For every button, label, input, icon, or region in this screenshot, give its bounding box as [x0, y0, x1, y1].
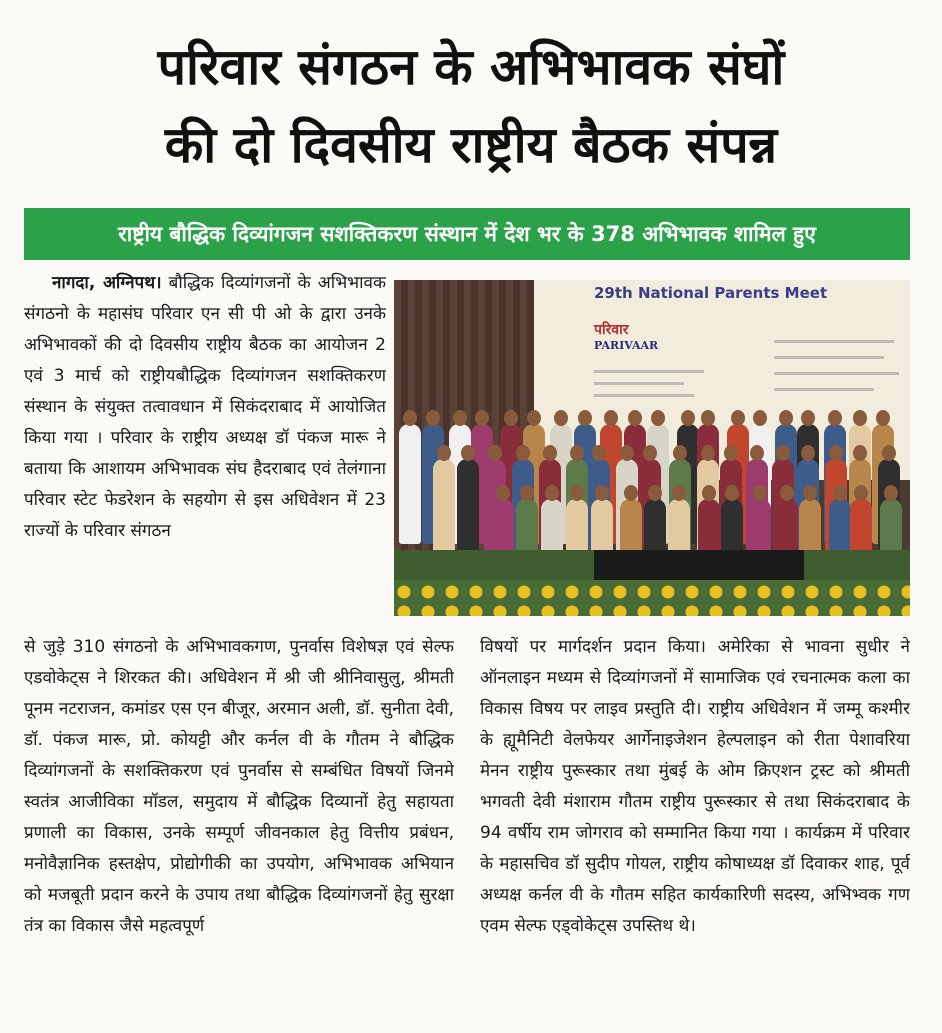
banner-logo: [594, 320, 658, 352]
person: [433, 459, 455, 564]
person-head: [651, 410, 665, 426]
person-head: [702, 485, 716, 501]
person-head: [780, 485, 794, 501]
person-head: [750, 445, 764, 461]
person-head: [725, 485, 739, 501]
person-head: [496, 485, 510, 501]
person-head: [403, 410, 417, 426]
person-head: [604, 410, 618, 426]
person-head: [673, 445, 687, 461]
article-text-bottom-right: विषयों पर मार्गदर्शन प्रदान किया। अमेरिका से भावना सुधीर ने ऑनलाइन मध्यम से दिव्यांगजनों में सामाजिक एवं रचनात्मक कला का विकास विषय पर लाइव प्रस्तुति दी। राष्ट्रीय अधिवेशन में जम्मू कश्मीर के ह्यूमैनिटी वेलफेयर आर्गेनाइजेशन हेल्पलाइन को रीता पेशावरिया मेनन राष्ट्रीय पुरूस्कार तथा मुंबई के ओम क्रिएशन ट्रस्ट को श्रीमती भगवती देवी मंशाराम गौतम राष्ट्रीय पुरूस्कार से तथा सिकंदराबाद के 94 वर्षीय राम जोगराव को सम्मानित किया गया । कार्यक्रम में परिवार के महासचिव डॉ सुदीप गोयल, राष्ट्रीय कोषाध्यक्ष डॉ दिवाकर शाह, पूर्व अध्यक्ष कर्नल वी के गौतम सहित कार्यकारिणी सदस्य, अभिभ्वक गण एवम सेल्फ एड्वोकेट्स उपस्तिथ थे।: [480, 637, 910, 936]
person-head: [701, 445, 715, 461]
person-head: [648, 485, 662, 501]
person: [457, 459, 479, 564]
person-head: [776, 445, 790, 461]
person-head: [731, 410, 745, 426]
article-column-bottom-right: [480, 632, 910, 1022]
person-head: [620, 445, 634, 461]
article-column-top: [24, 268, 386, 632]
banner-title: 29th National Parents Meet: [594, 284, 828, 302]
person-head: [724, 445, 738, 461]
person-head: [753, 410, 767, 426]
headline-line-1: परिवार संगठन के अभिभावक संघों: [157, 38, 785, 96]
person-head: [592, 445, 606, 461]
person-head: [516, 445, 530, 461]
article-text-bottom-left: से जुड़े 310 संगठनो के अभिभावकगण, पुनर्वास विशेषज्ञ एवं सेल्फ एडवोकेट्स ने शिरकत की। अधिवेशन में श्री जी श्रीनिवासुलु, श्रीमती पूनम नटराजन, कमांडर एस एन बीजूर, अरमान अली, डॉ. सुनीता देवी, डॉ. पंकज मारू, प्रो. कोयट्टी और कर्नल वी के गौतम ने बौद्धिक दिव्यांगजनों के सशक्तिकरण एवं पुनर्वास से सम्बंधित विषयों जिनमे स्वतंत्र आजीविका मॉडल, समुदाय में बौद्धिक दिव्यानों हेतु सहायता प्रणाली का विकास, उनके सम्पूर्ण जीवनकाल हेतु वित्तीय प्रबंधन, मनोवैज्ञानिक हस्तक्षेप, प्रोद्योगीकी का उपयोग, अभिभावक अभियान को मजबूती प्रदान करने के उपाय तथा बौद्धिक दिव्यांगजनों हेतु सुरक्षा तंत्र का विकास जैसे महत्वपूर्ण: [24, 637, 454, 936]
person-head: [453, 410, 467, 426]
banner-logo-hindi: परिवार: [594, 322, 629, 338]
article-column-bottom-left: [24, 632, 454, 1022]
person-head: [527, 410, 541, 426]
person-head: [828, 410, 842, 426]
person-head: [570, 485, 584, 501]
subheadline-bar: राष्ट्रीय बौद्धिक दिव्यांगजन सशक्तिकरण संस्थान में देश भर के 378 अभिभावक शामिल हुए: [24, 208, 910, 260]
person-head: [753, 485, 767, 501]
person-head: [803, 485, 817, 501]
person-head: [426, 410, 440, 426]
person-head: [779, 410, 793, 426]
person-head: [570, 445, 584, 461]
dateline: नागदा, अग्निपथ।: [52, 273, 162, 293]
person-head: [624, 485, 638, 501]
headline-line-2: की दो दिवसीय राष्ट्रीय बैठक संपन्न: [164, 116, 778, 174]
person-head: [801, 445, 815, 461]
person-head: [801, 410, 815, 426]
person-head: [701, 410, 715, 426]
article-text-top: बौद्धिक दिव्यांगजनों के अभिभावक संगठनो के महासंघ परिवार एन सी पी ओ के द्वारा उनके अभिभावकों की दो दिवसीय राष्ट्रीय बैठक का आयोजन 2 एवं 3 मार्च को राष्ट्रीयबौद्धिक दिव्यांगजन सशक्तिकरण संस्थान के संयुक्त तत्वावधान में सिकंदराबाद में आयोजित किया गया । परिवार के राष्ट्रीय अध्यक्ष डॉ पंकज मारू ने बताया कि आशायम अभिभावक संघ हैदराबाद एवं तेलंगाना परिवार स्टेट फेडरेशन के सहयोग से इस अधिवेशन में 23 राज्यों के परिवार संगठन: [24, 273, 386, 541]
banner-logo-english: PARIVAAR: [594, 339, 659, 352]
person-head: [578, 410, 592, 426]
flower-decoration: [394, 580, 910, 616]
person-head: [672, 485, 686, 501]
person-head: [543, 445, 557, 461]
person-head: [437, 445, 451, 461]
person-head: [504, 410, 518, 426]
person: [399, 424, 421, 544]
event-photo: [394, 280, 910, 616]
person-head: [853, 445, 867, 461]
person-head: [681, 410, 695, 426]
person-head: [554, 410, 568, 426]
person-head: [876, 410, 890, 426]
